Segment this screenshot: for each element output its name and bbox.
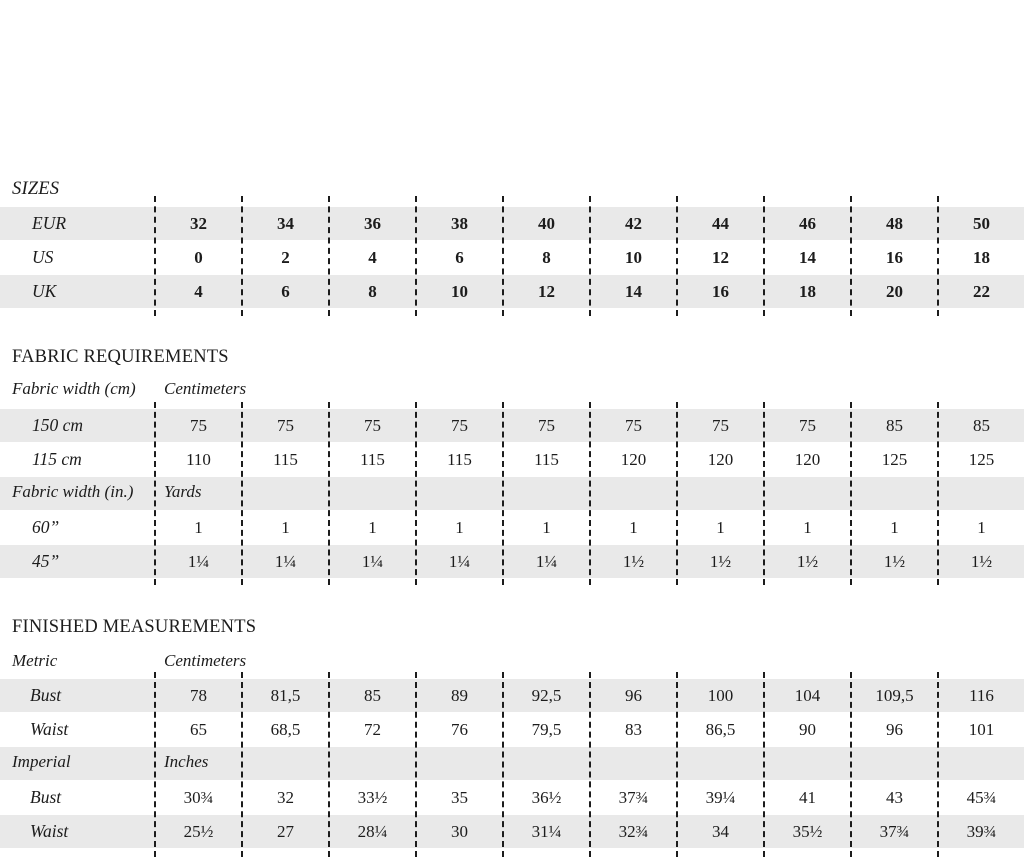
sizes-cell: 20 (886, 281, 903, 301)
finished-metric-cell: 90 (799, 719, 816, 739)
finished-imperial-cell: 35 (451, 787, 468, 807)
fabric-title: FABRIC REQUIREMENTS (12, 347, 229, 367)
finished-divider (502, 672, 504, 857)
fabric-imperial-cell: 1 (977, 517, 986, 537)
finished-metric-header-unit: Centimeters (164, 651, 247, 670)
sizes-row-label: EUR (32, 213, 67, 233)
sizes-divider (850, 196, 852, 316)
finished-divider (154, 672, 156, 857)
sizes-cell: 22 (973, 281, 990, 301)
finished-metric-cell: 101 (968, 719, 995, 739)
finished-imperial-cell: 35½ (792, 821, 823, 841)
sizes-cell: 10 (451, 281, 468, 301)
fabric-divider (415, 402, 417, 585)
fabric-divider (589, 402, 591, 585)
fabric-divider (676, 402, 678, 585)
sizes-cell: 12 (538, 281, 555, 301)
finished-divider (763, 672, 765, 857)
sizes-divider (937, 196, 939, 316)
finished-imperial-cell: 37¾ (618, 787, 649, 807)
fabric-divider (328, 402, 330, 585)
sizes-cell: 40 (538, 213, 555, 233)
finished-metric-cell: 96 (886, 719, 903, 739)
fabric-imperial-cell: 1 (368, 517, 377, 537)
finished-divider (589, 672, 591, 857)
fabric-imperial-cell: 1 (716, 517, 725, 537)
sizes-cell: 36 (364, 213, 381, 233)
finished-imperial-cell: 25½ (183, 821, 214, 841)
fabric-metric-cell: 75 (625, 415, 642, 435)
sizes-divider (154, 196, 156, 316)
finished-imperial-header-label: Imperial (12, 752, 71, 771)
finished-metric-cell: 72 (364, 719, 381, 739)
finished-metric-cell: 78 (190, 685, 207, 705)
fabric-imperial-cell: 1½ (796, 551, 819, 571)
fabric-imperial-row-label: 60” (32, 517, 60, 537)
finished-metric-cell: 104 (794, 685, 821, 705)
sizes-cell: 32 (190, 213, 207, 233)
finished-imperial-cell: 45¾ (966, 787, 997, 807)
fabric-metric-cell: 115 (360, 449, 385, 469)
fabric-imperial-header-unit: Yards (164, 482, 202, 501)
sizes-cell: 4 (194, 281, 203, 301)
fabric-imperial-cell: 1½ (883, 551, 906, 571)
fabric-imperial-cell: 1¼ (361, 551, 384, 571)
sizes-cell: 46 (799, 213, 816, 233)
fabric-metric-row-label: 150 cm (32, 415, 84, 435)
fabric-divider (937, 402, 939, 585)
finished-metric-row-label: Bust (30, 685, 62, 705)
finished-divider (850, 672, 852, 857)
finished-divider (676, 672, 678, 857)
fabric-metric-cell: 75 (364, 415, 381, 435)
finished-metric-cell: 116 (969, 685, 994, 705)
sizes-divider (415, 196, 417, 316)
finished-imperial-cell: 28¼ (357, 821, 388, 841)
fabric-metric-cell: 115 (534, 449, 559, 469)
finished-imperial-cell: 32¾ (618, 821, 649, 841)
sizes-divider (763, 196, 765, 316)
finished-imperial-cell: 34 (712, 821, 729, 841)
finished-imperial-cell: 32 (277, 787, 294, 807)
sizes-row-label: US (32, 247, 54, 267)
finished-imperial-cell: 30 (451, 821, 468, 841)
sizes-cell: 0 (194, 247, 203, 267)
finished-metric-cell: 100 (707, 685, 734, 705)
finished-metric-cell: 79,5 (531, 719, 562, 739)
finished-imperial-cell: 31¼ (531, 821, 562, 841)
finished-metric-cell: 76 (451, 719, 468, 739)
sizes-cell: 14 (799, 247, 816, 267)
finished-metric-cell: 89 (451, 685, 468, 705)
sizes-cell: 8 (368, 281, 377, 301)
fabric-metric-cell: 125 (881, 449, 908, 469)
fabric-metric-cell: 75 (799, 415, 816, 435)
sizes-cell: 14 (625, 281, 642, 301)
fabric-metric-header-label: Fabric width (cm) (12, 379, 136, 398)
fabric-divider (502, 402, 504, 585)
fabric-imperial-cell: 1½ (622, 551, 645, 571)
sizes-cell: 6 (455, 247, 464, 267)
fabric-imperial-row-label: 45” (32, 551, 60, 571)
fabric-metric-header-unit: Centimeters (164, 379, 247, 398)
finished-imperial-cell: 27 (277, 821, 294, 841)
fabric-imperial-cell: 1 (281, 517, 290, 537)
finished-imperial-cell: 39¾ (966, 821, 997, 841)
sizes-cell: 4 (368, 247, 377, 267)
fabric-metric-cell: 75 (190, 415, 207, 435)
sizes-cell: 6 (281, 281, 290, 301)
sizes-cell: 50 (973, 213, 990, 233)
fabric-divider (763, 402, 765, 585)
finished-imperial-row-label: Waist (30, 821, 69, 841)
sizes-cell: 44 (712, 213, 729, 233)
fabric-metric-cell: 120 (794, 449, 821, 469)
sizes-cell: 48 (886, 213, 903, 233)
finished-divider (415, 672, 417, 857)
fabric-imperial-cell: 1½ (970, 551, 993, 571)
fabric-metric-cell: 85 (973, 415, 990, 435)
sizes-cell: 38 (451, 213, 468, 233)
fabric-metric-cell: 75 (451, 415, 468, 435)
fabric-metric-cell: 125 (968, 449, 995, 469)
finished-divider (241, 672, 243, 857)
fabric-imperial-cell: 1¼ (187, 551, 210, 571)
finished-metric-cell: 96 (625, 685, 642, 705)
finished-imperial-header-unit: Inches (164, 752, 209, 771)
finished-imperial-cell: 36½ (531, 787, 562, 807)
sizes-cell: 42 (625, 213, 642, 233)
finished-metric-cell: 68,5 (270, 719, 301, 739)
fabric-imperial-cell: 1 (455, 517, 464, 537)
fabric-divider (241, 402, 243, 585)
sizes-cell: 18 (973, 247, 990, 267)
finished-metric-cell: 86,5 (705, 719, 736, 739)
finished-metric-row-label: Waist (30, 719, 69, 739)
fabric-imperial-cell: 1 (194, 517, 203, 537)
sizes-row-label: UK (32, 281, 57, 301)
fabric-metric-cell: 115 (447, 449, 472, 469)
finished-metric-cell: 92,5 (531, 685, 562, 705)
fabric-metric-cell: 120 (707, 449, 734, 469)
finished-metric-cell: 109,5 (875, 685, 914, 705)
finished-divider (328, 672, 330, 857)
fabric-imperial-cell: 1 (803, 517, 812, 537)
finished-metric-cell: 83 (625, 719, 642, 739)
fabric-imperial-header-label: Fabric width (in.) (12, 482, 134, 501)
fabric-metric-cell: 75 (712, 415, 729, 435)
sizes-divider (241, 196, 243, 316)
finished-imperial-cell: 33½ (357, 787, 388, 807)
sizes-cell: 10 (625, 247, 642, 267)
sizes-divider (589, 196, 591, 316)
fabric-imperial-cell: 1¼ (535, 551, 558, 571)
sizes-cell: 18 (799, 281, 816, 301)
fabric-metric-row-label: 115 cm (32, 449, 82, 469)
fabric-metric-cell: 75 (538, 415, 555, 435)
finished-metric-header-label: Metric (12, 651, 58, 670)
finished-divider (937, 672, 939, 857)
fabric-imperial-cell: 1 (890, 517, 899, 537)
sizes-cell: 8 (542, 247, 551, 267)
sizes-cell: 12 (712, 247, 729, 267)
fabric-metric-cell: 85 (886, 415, 903, 435)
sizes-cell: 34 (277, 213, 294, 233)
finished-metric-cell: 65 (190, 719, 207, 739)
finished-imperial-row-label: Bust (30, 787, 62, 807)
fabric-imperial-cell: 1 (629, 517, 638, 537)
sizes-title: SIZES (12, 179, 60, 199)
finished-imperial-cell: 39¼ (705, 787, 736, 807)
finished-imperial-cell: 30¾ (183, 787, 214, 807)
sizes-divider (676, 196, 678, 316)
sizes-cell: 16 (886, 247, 903, 267)
finished-metric-cell: 85 (364, 685, 381, 705)
fabric-imperial-cell: 1½ (709, 551, 732, 571)
finished-imperial-cell: 43 (886, 787, 903, 807)
fabric-divider (154, 402, 156, 585)
sizes-cell: 2 (281, 247, 290, 267)
fabric-divider (850, 402, 852, 585)
finished-title: FINISHED MEASUREMENTS (12, 617, 257, 637)
finished-metric-cell: 81,5 (270, 685, 301, 705)
fabric-metric-cell: 120 (620, 449, 647, 469)
fabric-imperial-cell: 1¼ (274, 551, 297, 571)
fabric-imperial-cell: 1 (542, 517, 551, 537)
fabric-imperial-cell: 1¼ (448, 551, 471, 571)
sizes-divider (502, 196, 504, 316)
fabric-metric-cell: 75 (277, 415, 294, 435)
sizes-divider (328, 196, 330, 316)
finished-imperial-cell: 37¾ (879, 821, 910, 841)
finished-imperial-cell: 41 (799, 787, 816, 807)
fabric-metric-cell: 115 (273, 449, 298, 469)
fabric-metric-cell: 110 (186, 449, 211, 469)
sizes-cell: 16 (712, 281, 729, 301)
